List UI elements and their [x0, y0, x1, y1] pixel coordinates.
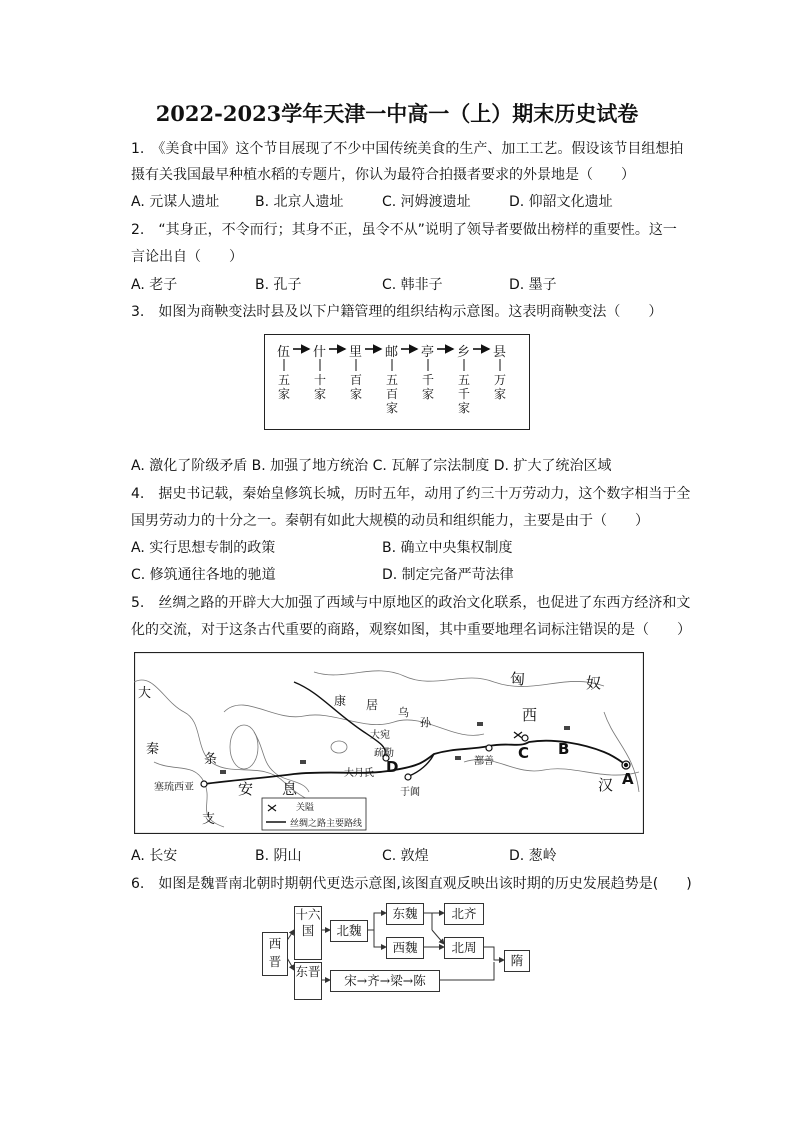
silk-road-map — [134, 652, 644, 834]
q1-option-d: D. 仰韶文化遗址 — [509, 194, 613, 210]
box-shiliuguo: 十六国 — [294, 906, 322, 960]
box-sui: 隋 — [504, 950, 530, 972]
label-shule: 疏勒 — [374, 748, 394, 759]
q4-stem-line1: 4. 据史书记载，秦始皇修筑长城，历时五年，动用了约三十万劳动力，这个数字相当于全 — [131, 486, 691, 502]
label-kang: 康 — [334, 694, 347, 708]
label-dayuezhi: 大月氏 — [344, 768, 374, 779]
q2-option-d: D. 墨子 — [509, 277, 557, 293]
box-dongwei: 东魏 — [386, 903, 424, 925]
label-point-d: D — [386, 758, 399, 776]
box-beiwei: 北魏 — [330, 920, 368, 942]
q1-option-b: B. 北京人遗址 — [255, 194, 344, 210]
households-xian: 万家 — [493, 373, 506, 401]
q4-option-a: A. 实行思想专制的政策 — [131, 540, 276, 556]
q5-option-c: C. 敦煌 — [382, 848, 429, 864]
q3-household-diagram — [264, 334, 530, 430]
chain-xiang: 乡 — [457, 345, 471, 360]
city-yutian — [405, 774, 411, 780]
label-xiongnu-1: 匈 — [510, 670, 526, 688]
q5-stem-line2: 化的交流，对于这条古代重要的商路，观察如图，其中重要地理名词标注错误的是（ ） — [131, 622, 691, 638]
chain-shi: 什 — [313, 345, 327, 360]
camel-icon-1 — [220, 770, 226, 774]
households-xiang: 五千家 — [457, 373, 470, 415]
legend-route-label: 丝绸之路主要路线 — [290, 819, 363, 829]
label-anxi-2: 息 — [282, 780, 298, 798]
q2-stem-line2: 言论出自（ ） — [131, 249, 243, 265]
q1-stem-line1: 1. 《美食中国》这个节目展现了不少中国传统美食的生产、加工工艺。假设该节目组想拍 — [131, 141, 684, 157]
chain-you: 邮 — [385, 345, 399, 360]
label-qin: 秦 — [146, 742, 160, 757]
q3-stem: 3. 如图为商鞅变法时县及以下户籍管理的组织结构示意图。这表明商鞅变法（ ） — [131, 304, 663, 320]
q2-stem-line1: 2. “其身正，不令而行；其身不正，虽令不从”说明了领导者要做出榜样的重要性。这一 — [131, 222, 677, 238]
q4-option-c: C. 修筑通往各地的驰道 — [131, 567, 276, 583]
page-title: 2022-2023学年天津一中高一（上）期末历史试卷 — [155, 101, 639, 126]
box-dongjin: 东晋 — [294, 962, 322, 1000]
q5-option-a: A. 长安 — [131, 848, 178, 864]
q2-option-b: B. 孔子 — [255, 277, 302, 293]
households-ting: 千家 — [421, 373, 434, 401]
label-seleucia: 塞琉西亚 — [154, 782, 194, 793]
q5-stem-line1: 5. 丝绸之路的开辟大大加强了西域与中原地区的政治文化联系，也促进了东西方经济和文 — [131, 595, 691, 611]
camel-icon-3 — [455, 756, 461, 760]
households-wu: 五家 — [277, 373, 290, 401]
q6-stem: 6. 如图是魏晋南北朝时期朝代更迭示意图,该图直观反映出该时期的历史发展趋势是( ) — [131, 876, 692, 892]
camel-icon-4 — [477, 722, 483, 726]
label-point-c: C — [518, 744, 530, 762]
legend-pass-label: 关隘 — [296, 803, 315, 813]
households-li: 百家 — [349, 373, 362, 401]
city-seleucia — [201, 781, 207, 787]
camel-icon-5 — [564, 726, 570, 730]
q4-stem-line2: 国男劳动力的十分之一。秦朝有如此大规模的动员和组织能力，主要是由于（ ） — [131, 513, 649, 529]
city-c — [522, 735, 528, 741]
box-beiqi: 北齐 — [444, 903, 484, 925]
label-han: 汉 — [598, 776, 614, 794]
label-zhi: 支 — [202, 812, 216, 827]
label-wusun-1: 乌 — [398, 706, 409, 719]
label-ju: 居 — [366, 698, 379, 712]
box-southern-dynasties: 宋→齐→梁→陈 — [330, 970, 440, 992]
label-wusun-2: 孙 — [420, 716, 431, 729]
households-shi: 十家 — [313, 373, 326, 401]
label-shanshan: 鄯善 — [474, 756, 494, 767]
q1-option-a: A. 元谋人遗址 — [131, 194, 220, 210]
chain-xian: 县 — [493, 345, 507, 360]
chain-li: 里 — [349, 345, 363, 360]
label-xi: 西 — [522, 706, 538, 724]
q6-dynasty-diagram — [262, 900, 532, 1005]
q3-options: A. 激化了阶级矛盾 B. 加强了地方统治 C. 瓦解了宗法制度 D. 扩大了统治区域 — [131, 458, 612, 474]
q4-option-b: B. 确立中央集权制度 — [382, 540, 513, 556]
q5-option-b: B. 阴山 — [255, 848, 302, 864]
q1-stem-line2: 摄有关我国最早种植水稻的专题片，你认为最符合拍摄者要求的外景地是（ ） — [131, 167, 635, 183]
label-point-a: A — [622, 770, 634, 788]
chain-wu: 伍 — [277, 345, 291, 360]
label-xiongnu-2: 奴 — [586, 674, 602, 692]
q4-option-d: D. 制定完备严苛法律 — [382, 567, 514, 583]
city-shanshan — [486, 745, 492, 751]
box-beizhou: 北周 — [444, 937, 484, 959]
box-xiwei: 西魏 — [386, 937, 424, 959]
label-dawan: 大宛 — [370, 730, 390, 741]
q2-option-c: C. 韩非子 — [382, 277, 443, 293]
q2-option-a: A. 老子 — [131, 277, 178, 293]
label-point-b: B — [558, 740, 570, 758]
box-xijin: 西晋 — [262, 932, 288, 976]
q1-option-c: C. 河姆渡遗址 — [382, 194, 471, 210]
label-yutian: 于阗 — [400, 787, 420, 798]
chain-ting: 亭 — [421, 345, 435, 360]
camel-icon-2 — [300, 760, 306, 764]
households-you: 五百家 — [385, 373, 398, 415]
label-tiao: 条 — [204, 752, 218, 767]
label-da: 大 — [138, 686, 152, 701]
q5-option-d: D. 葱岭 — [509, 848, 557, 864]
label-anxi-1: 安 — [238, 780, 254, 798]
